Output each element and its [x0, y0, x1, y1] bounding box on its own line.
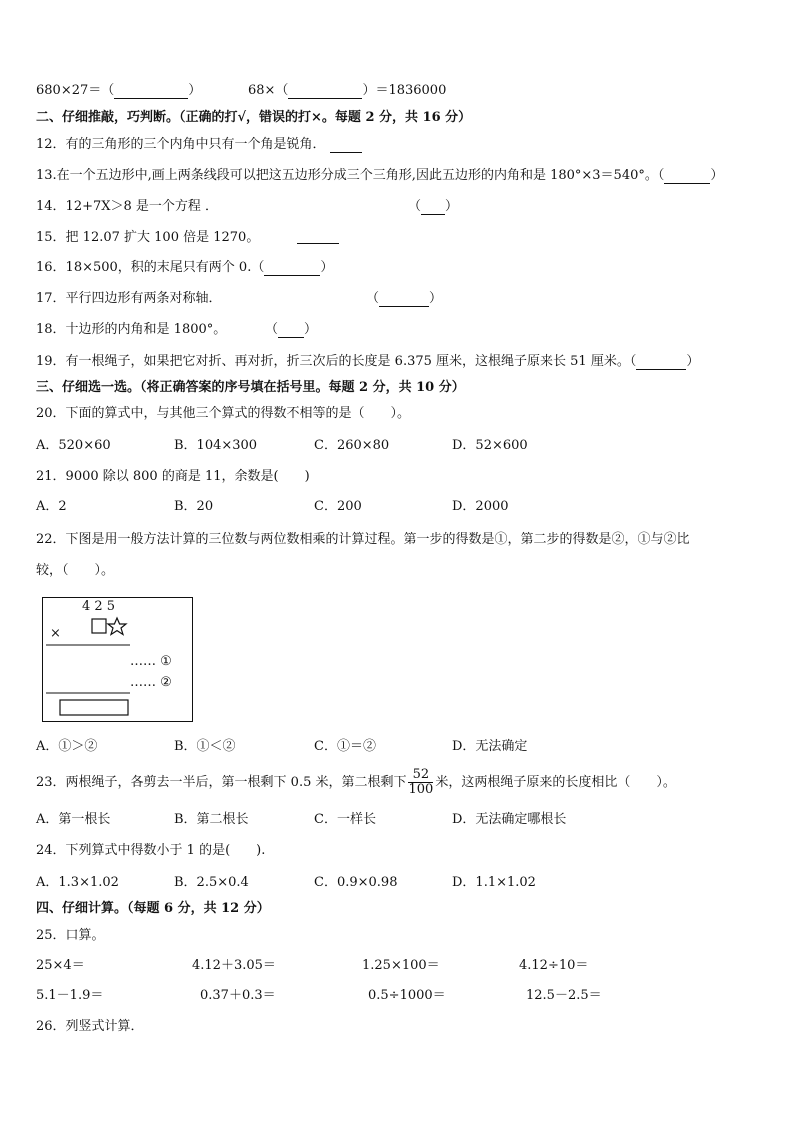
star-icon: [108, 618, 126, 635]
question-13: 13.在一个五边形中,画上两条线段可以把这五边形分成三个三角形,因此五边形的内角和是 180°×3＝540°。（ ）: [36, 168, 724, 183]
question-14: 14．12+7X＞8 是一个方程 ．: [36, 199, 219, 214]
question-22-line2: 较，（ ）。: [36, 563, 115, 578]
option-b[interactable]: B．①＜②: [174, 739, 236, 754]
step1-marker: …… ①: [130, 654, 172, 669]
option-a[interactable]: A．第一根长: [36, 812, 111, 827]
option-d[interactable]: D．无法确定哪根长: [452, 812, 567, 827]
multiplication-figure: [42, 597, 194, 727]
option-a[interactable]: A．520×60: [36, 438, 111, 453]
oral-calc-item: 0.5÷1000＝: [368, 988, 446, 1003]
multiplication-diagram: [42, 597, 194, 723]
section-heading-calc: 四、仔细计算。（每题 6 分，共 12 分）: [36, 901, 270, 916]
question-18: 18．十边形的内角和是 1800°。: [36, 322, 227, 337]
fill-blank-line: 680×27＝（ ）: [36, 83, 202, 98]
question-16: 16．18×500，积的末尾只有两个 0.（ ）: [36, 260, 334, 275]
option-b[interactable]: B．2.5×0.4: [174, 875, 249, 890]
option-d[interactable]: D．52×600: [452, 438, 528, 453]
expr-68x: 68×（: [248, 83, 289, 98]
expr-680x27: 680×27＝（: [36, 83, 115, 98]
oral-calc-item: 4.12÷10＝: [519, 958, 589, 973]
oral-calc-item: 5.1－1.9＝: [36, 988, 104, 1003]
question-17-paren: （ ）: [366, 291, 443, 306]
option-c[interactable]: C．①＝②: [314, 739, 376, 754]
option-d[interactable]: D．2000: [452, 499, 509, 514]
option-a[interactable]: A．①＞②: [36, 739, 98, 754]
fill-blank-line-2: 68×（ ）＝1836000: [248, 83, 447, 98]
question-26: 26．列竖式计算．: [36, 1019, 144, 1034]
option-c[interactable]: C．200: [314, 499, 362, 514]
option-c[interactable]: C．一样长: [314, 812, 376, 827]
option-b[interactable]: B．20: [174, 499, 214, 514]
question-20: 20．下面的算式中，与其他三个算式的得数不相等的是（ ）。: [36, 406, 411, 421]
empty-box-icon: [92, 619, 106, 633]
answer-blank[interactable]: [114, 86, 188, 99]
answer-blank[interactable]: [330, 140, 362, 153]
result-box: [60, 700, 128, 715]
option-d[interactable]: D．无法确定: [452, 739, 528, 754]
option-c[interactable]: C．260×80: [314, 438, 390, 453]
multiplicand: 4 2 5: [82, 599, 116, 614]
answer-blank[interactable]: [278, 325, 304, 338]
question-25: 25．口算。: [36, 928, 105, 943]
question-18-paren: （ ）: [265, 322, 318, 337]
question-23: 23．两根绳子，各剪去一半后，第一根剩下 0.5 米，第二根剩下 $\frac{52}{100}$ 米，这两根绳子原来的长度相比（ ）。: [36, 767, 676, 797]
question-15: 15．把 12.07 扩大 100 倍是 1270。: [36, 230, 260, 245]
oral-calc-item: 1.25×100＝: [362, 958, 440, 973]
question-12: 12．有的三角形的三个内角中只有一个角是锐角．: [36, 137, 362, 153]
section-heading-choice: 三、仔细选一选。（将正确答案的序号填在括号里。每题 2 分，共 10 分）: [36, 380, 465, 395]
answer-blank[interactable]: [288, 86, 362, 99]
question-19: 19．有一根绳子，如果把它对折、再对折，折三次后的长度是 6.375 厘米，这根绳子原来长 51 厘米。（ ）: [36, 354, 700, 369]
answer-blank[interactable]: [636, 357, 686, 370]
oral-calc-item: 25×4＝: [36, 958, 85, 973]
oral-calc-item: 12.5－2.5＝: [526, 988, 602, 1003]
answer-blank[interactable]: [264, 263, 320, 276]
question-17: 17．平行四边形有两条对称轴．: [36, 291, 222, 306]
step2-marker: …… ②: [130, 675, 172, 690]
answer-blank[interactable]: [664, 171, 710, 184]
section-heading-judge: 二、仔细推敲，巧判断。（正确的打√，错误的打×。每题 2 分，共 16 分）: [36, 110, 472, 125]
option-d[interactable]: D．1.1×1.02: [452, 875, 536, 890]
question-14-paren: （ ）: [408, 199, 459, 214]
question-21: 21．9000 除以 800 的商是 11，余数是( ): [36, 469, 310, 484]
fraction-52-100: $\frac{52}{100}$: [408, 767, 434, 797]
answer-blank[interactable]: [297, 231, 339, 244]
answer-blank[interactable]: [379, 294, 429, 307]
option-b[interactable]: B．104×300: [174, 438, 258, 453]
option-b[interactable]: B．第二根长: [174, 812, 249, 827]
question-22-line1: 22．下图是用一般方法计算的三位数与两位数相乘的计算过程。第一步的得数是①，第二步的得数是②，①与②比: [36, 532, 690, 547]
option-a[interactable]: A．1.3×1.02: [36, 875, 119, 890]
oral-calc-item: 4.12＋3.05＝: [192, 958, 276, 973]
oral-calc-item: 0.37＋0.3＝: [200, 988, 276, 1003]
times-sign: ×: [50, 626, 61, 641]
question-24: 24．下列算式中得数小于 1 的是( ).: [36, 843, 266, 858]
answer-blank[interactable]: [421, 202, 445, 215]
option-a[interactable]: A．2: [36, 499, 67, 514]
option-c[interactable]: C．0.9×0.98: [314, 875, 398, 890]
